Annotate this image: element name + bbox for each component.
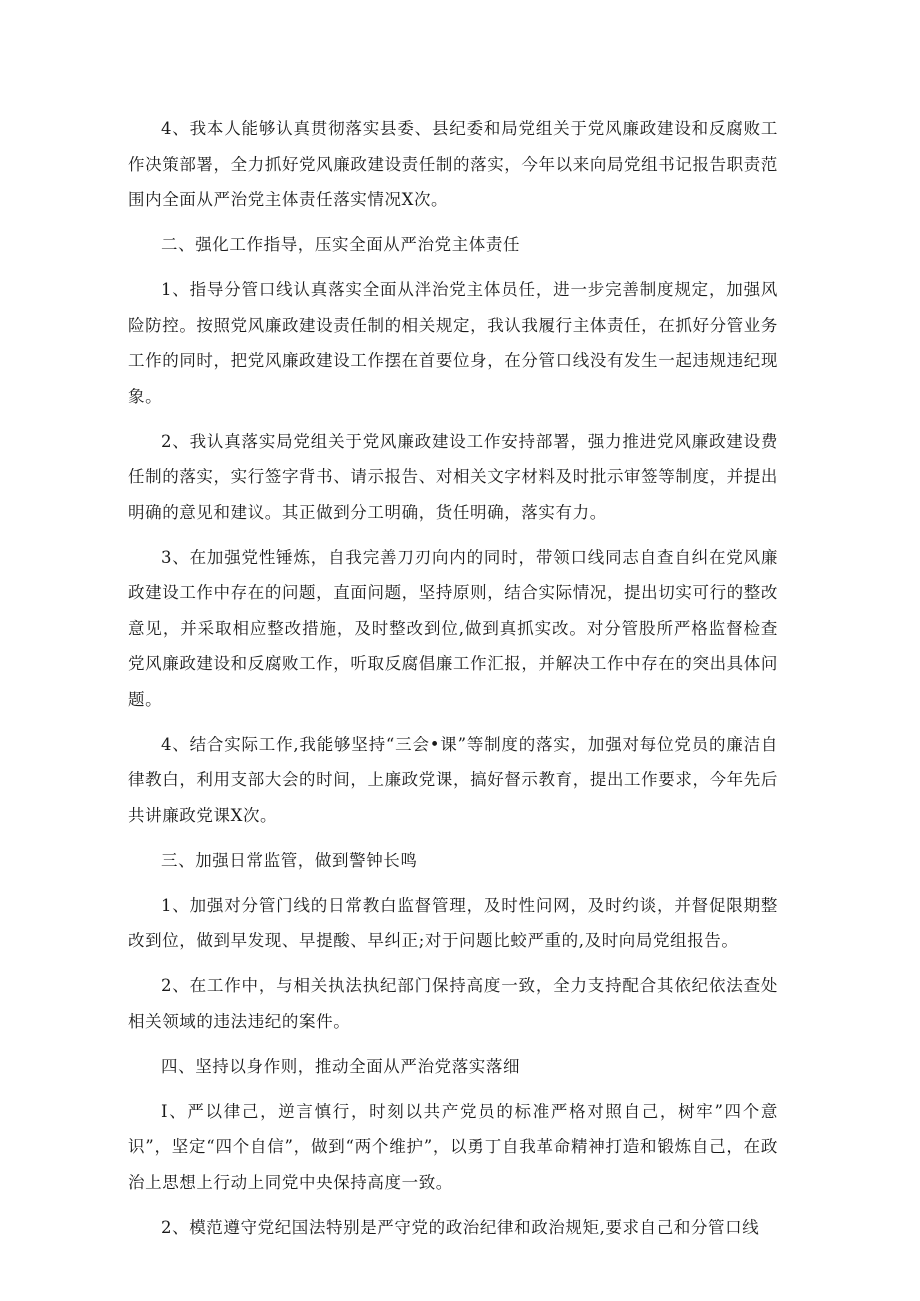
paragraph-item-2c: 2、模范遵守党纪国法特别是严守党的政治纪律和政治规矩,要求自己和分管口线 [161,1217,760,1237]
paragraph-item-3: 3、在加强党性锤炼，自我完善刀刃向内的同时，带领口线同志自查自纠在党风廉政建设工作中存在的问题，直面问题，坚持原则，结合实际情况，提出切实可行的整改意见，并采取相应整改措施，及时整改到位,做到真抓实改。对分管股所严格监督检查党风廉政建设和反腐败工作，听取反腐倡廉工作汇报，并解决工作中存在的突出具体问题。 [128,547,778,709]
section-heading-3: 三、加强日常监管，做到警钟长鸣 [161,850,418,870]
paragraph-item-1c: I、严以律己，逆言慎行，时刻以共产党员的标准严格对照自己，树牢”四个意识”，坚定“四个自信”，做到“两个维护”，以勇丁自我革命精神打造和锻炼自己，在政治上思想上行动上同党中央保持高度一致。 [128,1101,778,1192]
document-body [128,111,778,1255]
paragraph-item-4b: 4、结合实际工作,我能够坚持“三会•课”等制度的落实，加强对每位党员的廉洁自律教白，利用支部大会的时间，上廉政党课，搞好督示教育，提出工作要求，今年先后共讲廉政党课X次。 [128,734,778,825]
paragraph-item-2b: 2、在工作中，与相关执法执纪部门保持高度一致，全力支持配合其依纪依法查处相关领域的违法违纪的案件。 [128,976,778,1031]
paragraph-item-1b: 1、加强对分管门线的日常教白监督管理，及时性问网，及时约谈，并督促限期整改到位，做到早发现、早提酸、早纠正;对于问题比蛟严重的,及时向局党组报告。 [128,895,778,950]
paragraph-item-1: 1、指导分管口线认真落实全面从泮治党主体员任，进一步完善制度规定，加强风险防控。按照党风廉政建设责任制的相关规定，我认我履行主体责任，在抓好分管业务工作的同时，把党风廉政建设工作摆在首要位身，在分管口线没有发生一起违规违纪现象。 [128,280,778,406]
section-heading-4: 四、坚持以身作则，推动全面从严治党落实落细 [161,1056,521,1076]
paragraph-item-2: 2、我认真落实局党组关于党风廉政建设工作安持部署，强力推进党风廉政建设费任制的落实，实行签字背书、请示报告、对相关文字材料及时批示审签等制度，并提出明确的意见和建议。其正做到分工明确，货任明确，落实有力。 [128,431,778,522]
section-heading-2: 二、强化工作指导，压实全面从严治党主体责任 [161,235,521,254]
paragraph-item-4: 4、我本人能够认真贯彻落实县委、县纪委和局党组关于党风廉政建设和反腐败工作决策部署，全力抓好党风廉政建设责任制的落实，今年以来向局党组书记报告职责范围内全面从严治党主体责任落实情况X次。 [128,119,778,209]
